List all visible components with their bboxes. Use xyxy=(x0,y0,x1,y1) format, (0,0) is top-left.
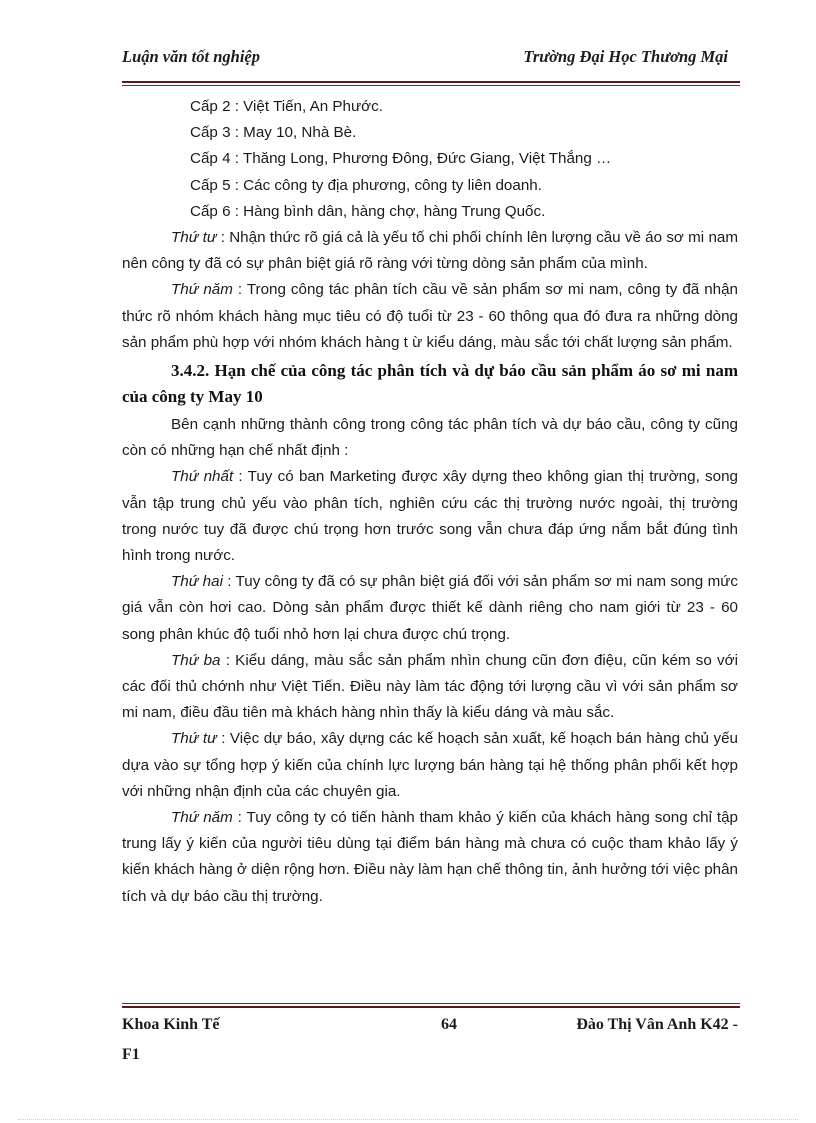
paragraph-text: : Kiểu dáng, màu sắc sản phẩm nhìn chung cũn đơn điệu, cũn kém so với các đối thủ chớnh như Việt Tiến. Điều này làm tác động tới lượng cầu vì với sản phẩm sơ mi nam, điều đầu tiên mà khách hàng nhìn thấy là kiểu dáng và màu sắc. xyxy=(122,651,738,722)
paragraph-text: : Tuy công ty đã có sự phân biệt giá đối với sản phẩm sơ mi nam song mức giá vẫn còn hơi cao. Dòng sản phẩm được thiết kế dành riêng cho nam giới từ 23 - 60 song phân khúc độ tuổi nhỏ hơn lại chưa được chú trọng. xyxy=(122,573,738,643)
paragraph-lead: Thứ năm xyxy=(171,281,233,299)
limitation-paragraph xyxy=(122,726,738,805)
tier-line: Cấp 6 : Hàng bình dân, hàng chợ, hàng Trung Quốc. xyxy=(190,202,546,220)
tier-line: Cấp 3 : May 10, Nhà Bè. xyxy=(190,124,357,142)
footer-author-class: F1 xyxy=(122,1046,140,1063)
tier-line: Cấp 5 : Các công ty địa phương, công ty liên doanh. xyxy=(190,176,542,194)
header-rule-thick xyxy=(122,81,740,83)
strength-paragraph xyxy=(122,277,738,356)
limitation-paragraph xyxy=(122,464,738,569)
paragraph-text: : Nhận thức rõ giá cả là yếu tố chi phối chính lên lượng cầu về áo sơ mi nam nên công ty đã có sự phân biệt giá rõ ràng với từng dòng sản phẩm của mình. xyxy=(122,229,738,273)
tier-line: Cấp 4 : Thăng Long, Phương Đông, Đức Giang, Việt Thắng … xyxy=(190,150,612,168)
page-body xyxy=(122,94,738,910)
paragraph-lead: Thứ tư xyxy=(171,229,217,247)
paragraph-text: : Tuy công ty có tiến hành tham khảo ý kiến của khách hàng song chỉ tập trung lấy ý kiến của người tiêu dùng tại điểm bán hàng mà chưa có cuộc tham khảo lấy ý kiến khách hàng ở diện rộng hơn. Điều này làm hạn chế thông tin, ảnh hưởng tới việc phân tích và dự báo cầu thị trường. xyxy=(122,809,738,905)
paragraph-lead: Thứ năm xyxy=(171,809,233,827)
limitation-paragraph xyxy=(122,569,738,648)
footer-author: Đào Thị Vân Anh K42 - xyxy=(576,1016,738,1033)
paragraph-text: : Tuy có ban Marketing được xây dựng theo không gian thị trường, song vẫn tập trung chủ yếu vào phân tích, nghiên cứu các thị trường nước ngoài, thị trường trong nước tuy đã được chú trọng hơn trước song vẫn chưa đáp ứng nắm bắt đúng tình hình trong nước. xyxy=(122,468,738,565)
paragraph-lead: Thứ nhất xyxy=(171,468,234,486)
paragraph-lead: Thứ ba xyxy=(171,651,221,669)
limitation-paragraph xyxy=(122,805,738,910)
footer-faculty: Khoa Kinh Tế xyxy=(122,1016,220,1033)
paragraph-text: : Việc dự báo, xây dựng các kế hoạch sản xuất, kế hoạch bán hàng chủ yếu dựa vào sự tổng hợp ý kiến của chính lực lượng bán hàng tại hệ thống phân phối kết hợp với những nhận định của các chuyên gia. xyxy=(122,730,738,800)
paragraph-lead: Thứ tư xyxy=(171,730,217,748)
section-intro: Bên cạnh những thành công trong công tác phân tích và dự báo cầu, công ty cũng còn có những hạn chế nhất định : xyxy=(122,416,738,460)
page-edge-divider xyxy=(18,1119,798,1120)
page-number: 64 xyxy=(441,1016,457,1033)
tier-line: Cấp 2 : Việt Tiến, An Phước. xyxy=(190,98,383,115)
header-thesis-label: Luận văn tốt nghiệp xyxy=(122,47,260,66)
paragraph-text: : Trong công tác phân tích cầu về sản phẩm sơ mi nam, công ty đã nhận thức rõ nhóm khách hàng mục tiêu có độ tuổi từ 23 - 60 thông qua đó đưa ra những dòng sản phẩm phù hợp với nhóm khách hàng t ừ kiểu dáng, màu sắc tới chất lượng sản phẩm. xyxy=(122,281,738,351)
footer-rule-thick xyxy=(122,1006,740,1008)
section-heading: 3.4.2. Hạn chế của công tác phân tích và dự báo cầu sản phẩm áo sơ mi nam của công ty May 10 xyxy=(122,361,738,407)
strength-paragraph xyxy=(122,225,738,277)
header-rule-thin xyxy=(122,85,740,86)
footer-rule-thin xyxy=(122,1003,740,1004)
header-university-name: Trường Đại Học Thương Mại xyxy=(523,47,728,66)
limitation-paragraph xyxy=(122,648,738,727)
paragraph-lead: Thứ hai xyxy=(171,573,223,591)
